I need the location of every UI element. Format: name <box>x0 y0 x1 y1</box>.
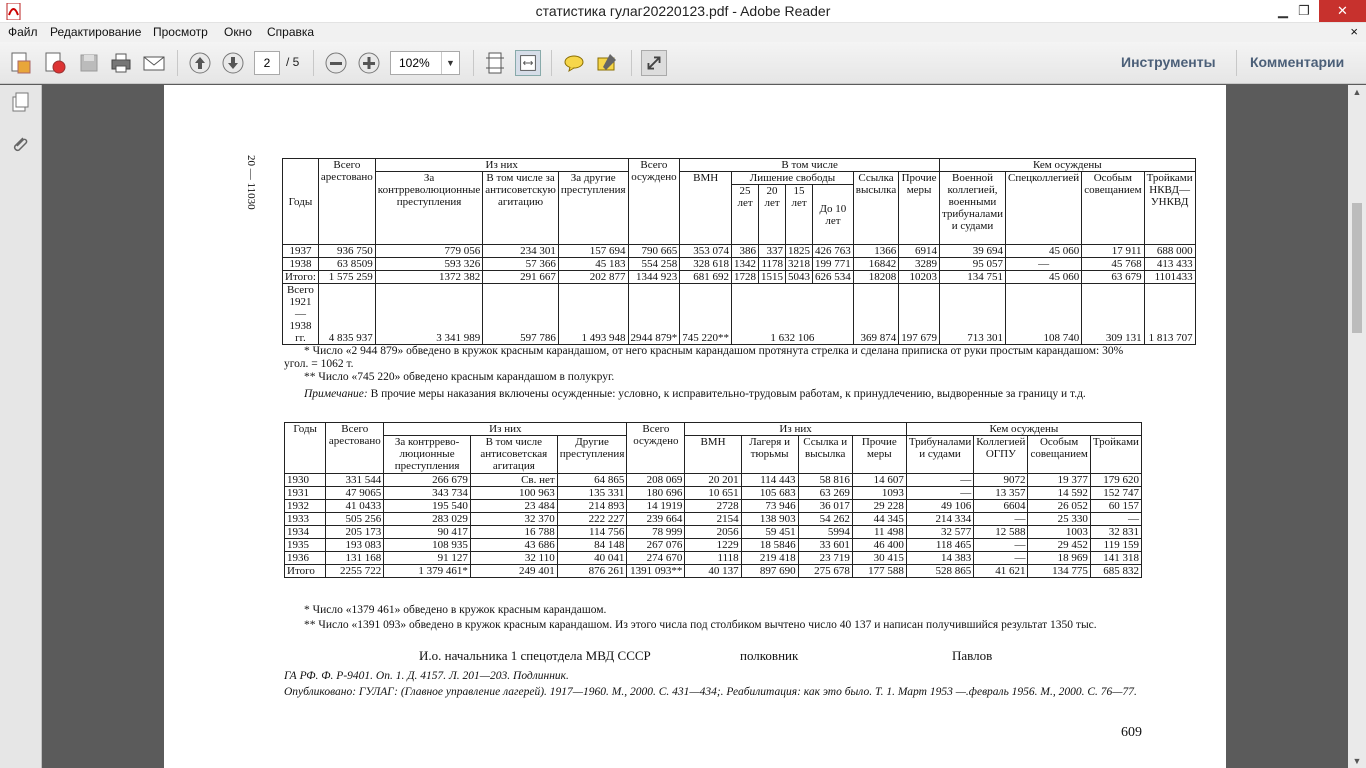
col-header: Из них <box>375 159 628 172</box>
email-icon[interactable] <box>141 50 167 76</box>
cell: 18208 <box>853 271 898 284</box>
page-total: / 5 <box>286 55 300 69</box>
cell: 1366 <box>853 245 898 258</box>
cell: 1229 <box>685 539 741 552</box>
col-header: Прочие меры <box>852 436 906 474</box>
cell: 20 201 <box>685 474 741 487</box>
cell: 5043 <box>786 271 813 284</box>
cell: 63 269 <box>798 487 852 500</box>
cell: 1344 923 <box>628 271 680 284</box>
cell: 1178 <box>759 258 786 271</box>
cell: 32 577 <box>906 526 973 539</box>
col-header: Ссылка и высылка <box>798 436 852 474</box>
cell: 1 632 106 <box>732 284 854 345</box>
cell: 626 534 <box>813 271 854 284</box>
zoom-out-icon[interactable] <box>323 50 349 76</box>
cell: 118 465 <box>906 539 973 552</box>
title-bar <box>0 0 1366 23</box>
cell: 1934 <box>285 526 326 539</box>
cell: 205 173 <box>326 526 384 539</box>
cell: 73 946 <box>741 500 798 513</box>
create-pdf-icon[interactable] <box>8 50 34 76</box>
col-header: Лагеря и тюрьмы <box>741 436 798 474</box>
cell: Св. нет <box>470 474 557 487</box>
cell: 90 417 <box>384 526 471 539</box>
cell: 84 148 <box>557 539 627 552</box>
cell: 63 679 <box>1082 271 1144 284</box>
cell: 95 057 <box>939 258 1005 271</box>
side-archive-code: 20 — 11030 <box>245 155 257 210</box>
footnote: ** Число «745 220» обведено красным карандашом в полукруг. <box>304 371 615 383</box>
col-header: В том числе за антисоветскую агитацию <box>483 172 559 245</box>
col-header: Из них <box>685 423 906 436</box>
cell: 3289 <box>899 258 940 271</box>
cell: — <box>974 552 1028 565</box>
cell: — <box>1090 513 1141 526</box>
close-button[interactable]: ✕ <box>1319 0 1366 22</box>
table-row <box>285 526 1142 539</box>
cell: 1933 <box>285 513 326 526</box>
signature-title: И.о. начальника 1 спецотдела МВД СССР <box>419 648 651 663</box>
cell: 134 751 <box>939 271 1005 284</box>
combine-pdf-icon[interactable] <box>42 50 68 76</box>
cell: 337 <box>759 245 786 258</box>
cell: 897 690 <box>741 565 798 578</box>
table-row <box>285 474 1142 487</box>
cell: 30 415 <box>852 552 906 565</box>
page-thumbnails-icon[interactable] <box>9 91 31 113</box>
cell: 40 041 <box>557 552 627 565</box>
cell: — <box>906 487 973 500</box>
cell: 1003 <box>1028 526 1090 539</box>
cell: 41 0433 <box>326 500 384 513</box>
cell: 45 183 <box>558 258 628 271</box>
tools-link[interactable]: Инструменты <box>1121 54 1216 70</box>
cell: 214 893 <box>557 500 627 513</box>
cell: 12 588 <box>974 526 1028 539</box>
remark-label: Примечание: <box>304 388 368 400</box>
table-row <box>283 258 1196 271</box>
table-row-total <box>283 284 1196 345</box>
cell: 713 301 <box>939 284 1005 345</box>
cell: 202 877 <box>558 271 628 284</box>
scroll-down-icon[interactable]: ▼ <box>1352 756 1362 766</box>
col-header: Годы <box>285 423 326 474</box>
cell: 309 131 <box>1082 284 1144 345</box>
cell: 43 686 <box>470 539 557 552</box>
cell: 343 734 <box>384 487 471 500</box>
cell: 41 621 <box>974 565 1028 578</box>
col-header: За другие преступления <box>558 172 628 245</box>
cell: 179 620 <box>1090 474 1141 487</box>
toolbar-separator <box>631 50 632 76</box>
cell: 1728 <box>732 271 759 284</box>
cell: 134 775 <box>1028 565 1090 578</box>
cell: 3 341 989 <box>375 284 482 345</box>
cell: 105 683 <box>741 487 798 500</box>
cell: 10203 <box>899 271 940 284</box>
toolbar-separator <box>473 50 474 76</box>
col-header: ВМН <box>685 436 741 474</box>
col-header: 20 лет <box>759 185 786 245</box>
cell: — <box>1006 258 1082 271</box>
comments-link[interactable]: Комментарии <box>1250 54 1345 70</box>
cell: 18 969 <box>1028 552 1090 565</box>
cell: 26 052 <box>1028 500 1090 513</box>
cell: — <box>974 513 1028 526</box>
restore-button[interactable]: ❐ <box>1298 3 1310 18</box>
fit-page-icon[interactable] <box>482 50 508 76</box>
cell: 40 137 <box>685 565 741 578</box>
cell: 100 963 <box>470 487 557 500</box>
cell: 60 157 <box>1090 500 1141 513</box>
col-header: Прочие меры <box>899 172 940 245</box>
cell: 2944 879* <box>628 284 680 345</box>
cell: 219 418 <box>741 552 798 565</box>
page-number: 609 <box>1121 725 1142 740</box>
cell: 131 168 <box>326 552 384 565</box>
table-1937-1938 <box>282 158 1196 345</box>
col-header: 15 лет <box>786 185 813 245</box>
cell: 274 670 <box>627 552 685 565</box>
cell: 214 334 <box>906 513 973 526</box>
cell: 1 493 948 <box>558 284 628 345</box>
cell: 936 750 <box>318 245 375 258</box>
col-header: За контрреволюционные преступления <box>375 172 482 245</box>
footnote: * Число «1379 461» обведено в кружок красным карандашом. <box>304 604 607 616</box>
cell: 19 377 <box>1028 474 1090 487</box>
table-row <box>285 500 1142 513</box>
col-header: За контррево-люционные преступления <box>384 436 471 474</box>
cell: 528 865 <box>906 565 973 578</box>
cell: 685 832 <box>1090 565 1141 578</box>
zoom-select[interactable] <box>390 51 460 75</box>
menu-help[interactable]: Справка <box>267 25 315 39</box>
cell: 1931 <box>285 487 326 500</box>
cell: 745 220** <box>680 284 732 345</box>
col-header: Тройками НКВД—УНКВД <box>1144 172 1195 245</box>
cell: 239 664 <box>627 513 685 526</box>
cell: 14 592 <box>1028 487 1090 500</box>
col-header: Ссылка высылка <box>853 172 898 245</box>
cell: 45 768 <box>1082 258 1144 271</box>
cell: 57 366 <box>483 258 559 271</box>
cell: 208 069 <box>627 474 685 487</box>
cell: 16 788 <box>470 526 557 539</box>
cell: 1101433 <box>1144 271 1195 284</box>
cell: 18 5846 <box>741 539 798 552</box>
col-header: Военной коллегией, военными трибуналами и судами <box>939 172 1005 245</box>
cell: 1391 093** <box>627 565 685 578</box>
cell: 152 747 <box>1090 487 1141 500</box>
cell: 505 256 <box>326 513 384 526</box>
col-header: Кем осуждены <box>906 423 1141 436</box>
cell: 135 331 <box>557 487 627 500</box>
col-header: Особым совещанием <box>1028 436 1090 474</box>
cell: 64 865 <box>557 474 627 487</box>
cell: 10 651 <box>685 487 741 500</box>
cell: 33 601 <box>798 539 852 552</box>
publication-source: Опубликовано: ГУЛАГ: (Главное управление лагерей). 1917—1960. М., 2000. С. 431—434;. Реабилитация: как это было. Т. 1. Март 1953 —.февраль 1956. М., 2000. С. 76—77. <box>284 686 1137 698</box>
cell: 328 618 <box>680 258 732 271</box>
cell: 234 301 <box>483 245 559 258</box>
cell: 25 330 <box>1028 513 1090 526</box>
table-row-total <box>285 565 1142 578</box>
scroll-up-icon[interactable]: ▲ <box>1352 87 1362 97</box>
cell: 91 127 <box>384 552 471 565</box>
footnote: ** Число «1391 093» обведено в кружок красным карандашом. Из этого числа под столбиком вычтено число 40 137 и написан получившийся результат 1350 тыс. <box>304 619 1097 631</box>
next-page-icon[interactable] <box>220 50 246 76</box>
cell: 688 000 <box>1144 245 1195 258</box>
cell: 1935 <box>285 539 326 552</box>
cell: 597 786 <box>483 284 559 345</box>
table-row <box>283 271 1196 284</box>
zoom-value: 102% <box>399 56 430 70</box>
cell: 386 <box>732 245 759 258</box>
footnote: * Число «2 944 879» обведено в кружок красным карандашом, от него красным карандашом протянута стрелка и сделана приписка от руки простым карандашом: 30% угол. = 1062 т. <box>284 345 1124 370</box>
cell: 32 110 <box>470 552 557 565</box>
cell: 29 452 <box>1028 539 1090 552</box>
cell: 1515 <box>759 271 786 284</box>
cell: 32 831 <box>1090 526 1141 539</box>
cell: 681 692 <box>680 271 732 284</box>
toolbar-separator <box>551 50 552 76</box>
cell: 2728 <box>685 500 741 513</box>
cell: 2154 <box>685 513 741 526</box>
cell: 267 076 <box>627 539 685 552</box>
cell: 45 060 <box>1006 245 1082 258</box>
cell: 114 443 <box>741 474 798 487</box>
col-header: Всего осуждено <box>627 423 685 474</box>
toolbar <box>0 42 1366 84</box>
col-header: Трибуналами и судами <box>906 436 973 474</box>
cell: 29 228 <box>852 500 906 513</box>
minimize-button[interactable]: ▁ <box>1278 3 1288 18</box>
cell: 180 696 <box>627 487 685 500</box>
cell: 426 763 <box>813 245 854 258</box>
cell: 4 835 937 <box>318 284 375 345</box>
scroll-thumb[interactable] <box>1352 203 1362 333</box>
cell: 11 498 <box>852 526 906 539</box>
window-title: статистика гулаг20220123.pdf - Adobe Reader <box>535 3 831 19</box>
cell: 1 813 707 <box>1144 284 1195 345</box>
cell: 58 816 <box>798 474 852 487</box>
cell: 876 261 <box>557 565 627 578</box>
table-row <box>285 487 1142 500</box>
cell: 6604 <box>974 500 1028 513</box>
table-row <box>285 513 1142 526</box>
cell: 108 740 <box>1006 284 1082 345</box>
cell: 13 357 <box>974 487 1028 500</box>
pdf-page <box>164 85 1226 768</box>
cell: 249 401 <box>470 565 557 578</box>
fullscreen-icon[interactable] <box>641 50 667 76</box>
cell: 46 400 <box>852 539 906 552</box>
cell: 6914 <box>899 245 940 258</box>
previous-page-icon[interactable] <box>187 50 213 76</box>
cell: 283 029 <box>384 513 471 526</box>
col-header: Годы <box>283 159 319 245</box>
cell: 78 999 <box>627 526 685 539</box>
cell: 2056 <box>685 526 741 539</box>
cell: 266 679 <box>384 474 471 487</box>
cell: 369 874 <box>853 284 898 345</box>
menu-view[interactable]: Просмотр <box>153 25 208 39</box>
cell: 54 262 <box>798 513 852 526</box>
cell: 593 326 <box>375 258 482 271</box>
cell: 291 667 <box>483 271 559 284</box>
highlight-icon[interactable] <box>594 50 620 76</box>
cell: 331 544 <box>326 474 384 487</box>
col-header: 25 лет <box>732 185 759 245</box>
col-header: Другие преступления <box>557 436 627 474</box>
cell: 141 318 <box>1090 552 1141 565</box>
print-icon[interactable] <box>108 50 134 76</box>
cell: 1372 382 <box>375 271 482 284</box>
col-header: Особым совещанием <box>1082 172 1144 245</box>
cell: 45 060 <box>1006 271 1082 284</box>
col-header: Лишение свободы <box>732 172 854 185</box>
table-body <box>285 474 1142 578</box>
cell: 790 665 <box>628 245 680 258</box>
cell: 1936 <box>285 552 326 565</box>
page-number-input[interactable]: 2 <box>254 51 280 75</box>
archive-source: ГА РФ. Ф. Р-9401. Оп. 1. Д. 4157. Л. 201—203. Подлинник. <box>284 670 569 682</box>
cell: 1118 <box>685 552 741 565</box>
col-header: Всего арестовано <box>318 159 375 245</box>
cell: — <box>974 539 1028 552</box>
toolbar-separator <box>1236 50 1237 76</box>
col-header: Тройками <box>1090 436 1141 474</box>
remark-text: В прочие меры наказания включены осужденные: условно, к исправительно-трудовым работам, к принудлечению, выдворенные за границу и т.д. <box>370 388 1086 400</box>
cell: 554 258 <box>628 258 680 271</box>
remark <box>284 388 1142 401</box>
cell: 177 588 <box>852 565 906 578</box>
col-header: Всего осуждено <box>628 159 680 245</box>
col-header: До 10 лет <box>813 185 854 245</box>
col-header: Всего арестовано <box>326 423 384 474</box>
col-header: ВМН <box>680 172 732 245</box>
zoom-in-icon[interactable] <box>356 50 382 76</box>
cell: 275 678 <box>798 565 852 578</box>
cell: 1937 <box>283 245 319 258</box>
cell: Итого: <box>283 271 319 284</box>
cell: 3218 <box>786 258 813 271</box>
cell: Всего 1921—1938 гг. <box>283 284 319 345</box>
cell: Итого <box>285 565 326 578</box>
cell: 138 903 <box>741 513 798 526</box>
menu-window[interactable]: Окно <box>224 25 252 39</box>
table-row <box>285 539 1142 552</box>
save-icon[interactable] <box>76 50 102 76</box>
cell: 16842 <box>853 258 898 271</box>
cell: 413 433 <box>1144 258 1195 271</box>
cell: 14 1919 <box>627 500 685 513</box>
col-header: Кем осуждены <box>939 159 1195 172</box>
cell: 44 345 <box>852 513 906 526</box>
table-row <box>285 552 1142 565</box>
vertical-scrollbar[interactable] <box>1348 85 1366 768</box>
toolbar-separator <box>177 50 178 76</box>
cell: 59 451 <box>741 526 798 539</box>
cell: 157 694 <box>558 245 628 258</box>
col-header: Спецколлегией <box>1006 172 1082 245</box>
fit-width-icon[interactable] <box>515 50 541 76</box>
cell: 14 383 <box>906 552 973 565</box>
menu-file[interactable]: Файл <box>8 25 38 39</box>
table-row <box>283 245 1196 258</box>
col-header: Из них <box>384 423 627 436</box>
cell: 1930 <box>285 474 326 487</box>
cell: 1938 <box>283 258 319 271</box>
cell: 193 083 <box>326 539 384 552</box>
table-1930-1936 <box>284 422 1142 578</box>
cell: 199 771 <box>813 258 854 271</box>
close-document-icon[interactable]: × <box>1350 24 1358 39</box>
col-header: В том числе антисоветская агитация <box>470 436 557 474</box>
cell: 63 8509 <box>318 258 375 271</box>
cell: 5994 <box>798 526 852 539</box>
menu-edit[interactable]: Редактирование <box>50 25 142 39</box>
cell: 1342 <box>732 258 759 271</box>
comment-icon[interactable] <box>561 50 587 76</box>
cell: 353 074 <box>680 245 732 258</box>
signature-rank: полковник <box>740 648 799 663</box>
cell: 197 679 <box>899 284 940 345</box>
cell: 23 484 <box>470 500 557 513</box>
toolbar-separator <box>313 50 314 76</box>
cell: 114 756 <box>557 526 627 539</box>
cell: 108 935 <box>384 539 471 552</box>
cell: 32 370 <box>470 513 557 526</box>
cell: 779 056 <box>375 245 482 258</box>
cell: 1 379 461* <box>384 565 471 578</box>
cell: 36 017 <box>798 500 852 513</box>
col-header: В том числе <box>680 159 940 172</box>
cell: 47 9065 <box>326 487 384 500</box>
cell: 1825 <box>786 245 813 258</box>
cell: 49 106 <box>906 500 973 513</box>
cell: 17 911 <box>1082 245 1144 258</box>
cell: 1 575 259 <box>318 271 375 284</box>
cell: 195 540 <box>384 500 471 513</box>
document-viewport <box>42 85 1348 768</box>
signature-name: Павлов <box>952 648 993 663</box>
cell: 2255 722 <box>326 565 384 578</box>
cell: 9072 <box>974 474 1028 487</box>
chevron-down-icon[interactable]: ▼ <box>441 52 459 74</box>
cell: 23 719 <box>798 552 852 565</box>
attachments-icon[interactable] <box>9 133 31 155</box>
cell: — <box>906 474 973 487</box>
cell: 14 607 <box>852 474 906 487</box>
menu-bar <box>0 23 1366 42</box>
cell: 1932 <box>285 500 326 513</box>
cell: 39 694 <box>939 245 1005 258</box>
cell: 222 227 <box>557 513 627 526</box>
navigation-pane <box>0 85 42 768</box>
cell: 1093 <box>852 487 906 500</box>
cell: 119 159 <box>1090 539 1141 552</box>
col-header: Коллегией ОГПУ <box>974 436 1028 474</box>
